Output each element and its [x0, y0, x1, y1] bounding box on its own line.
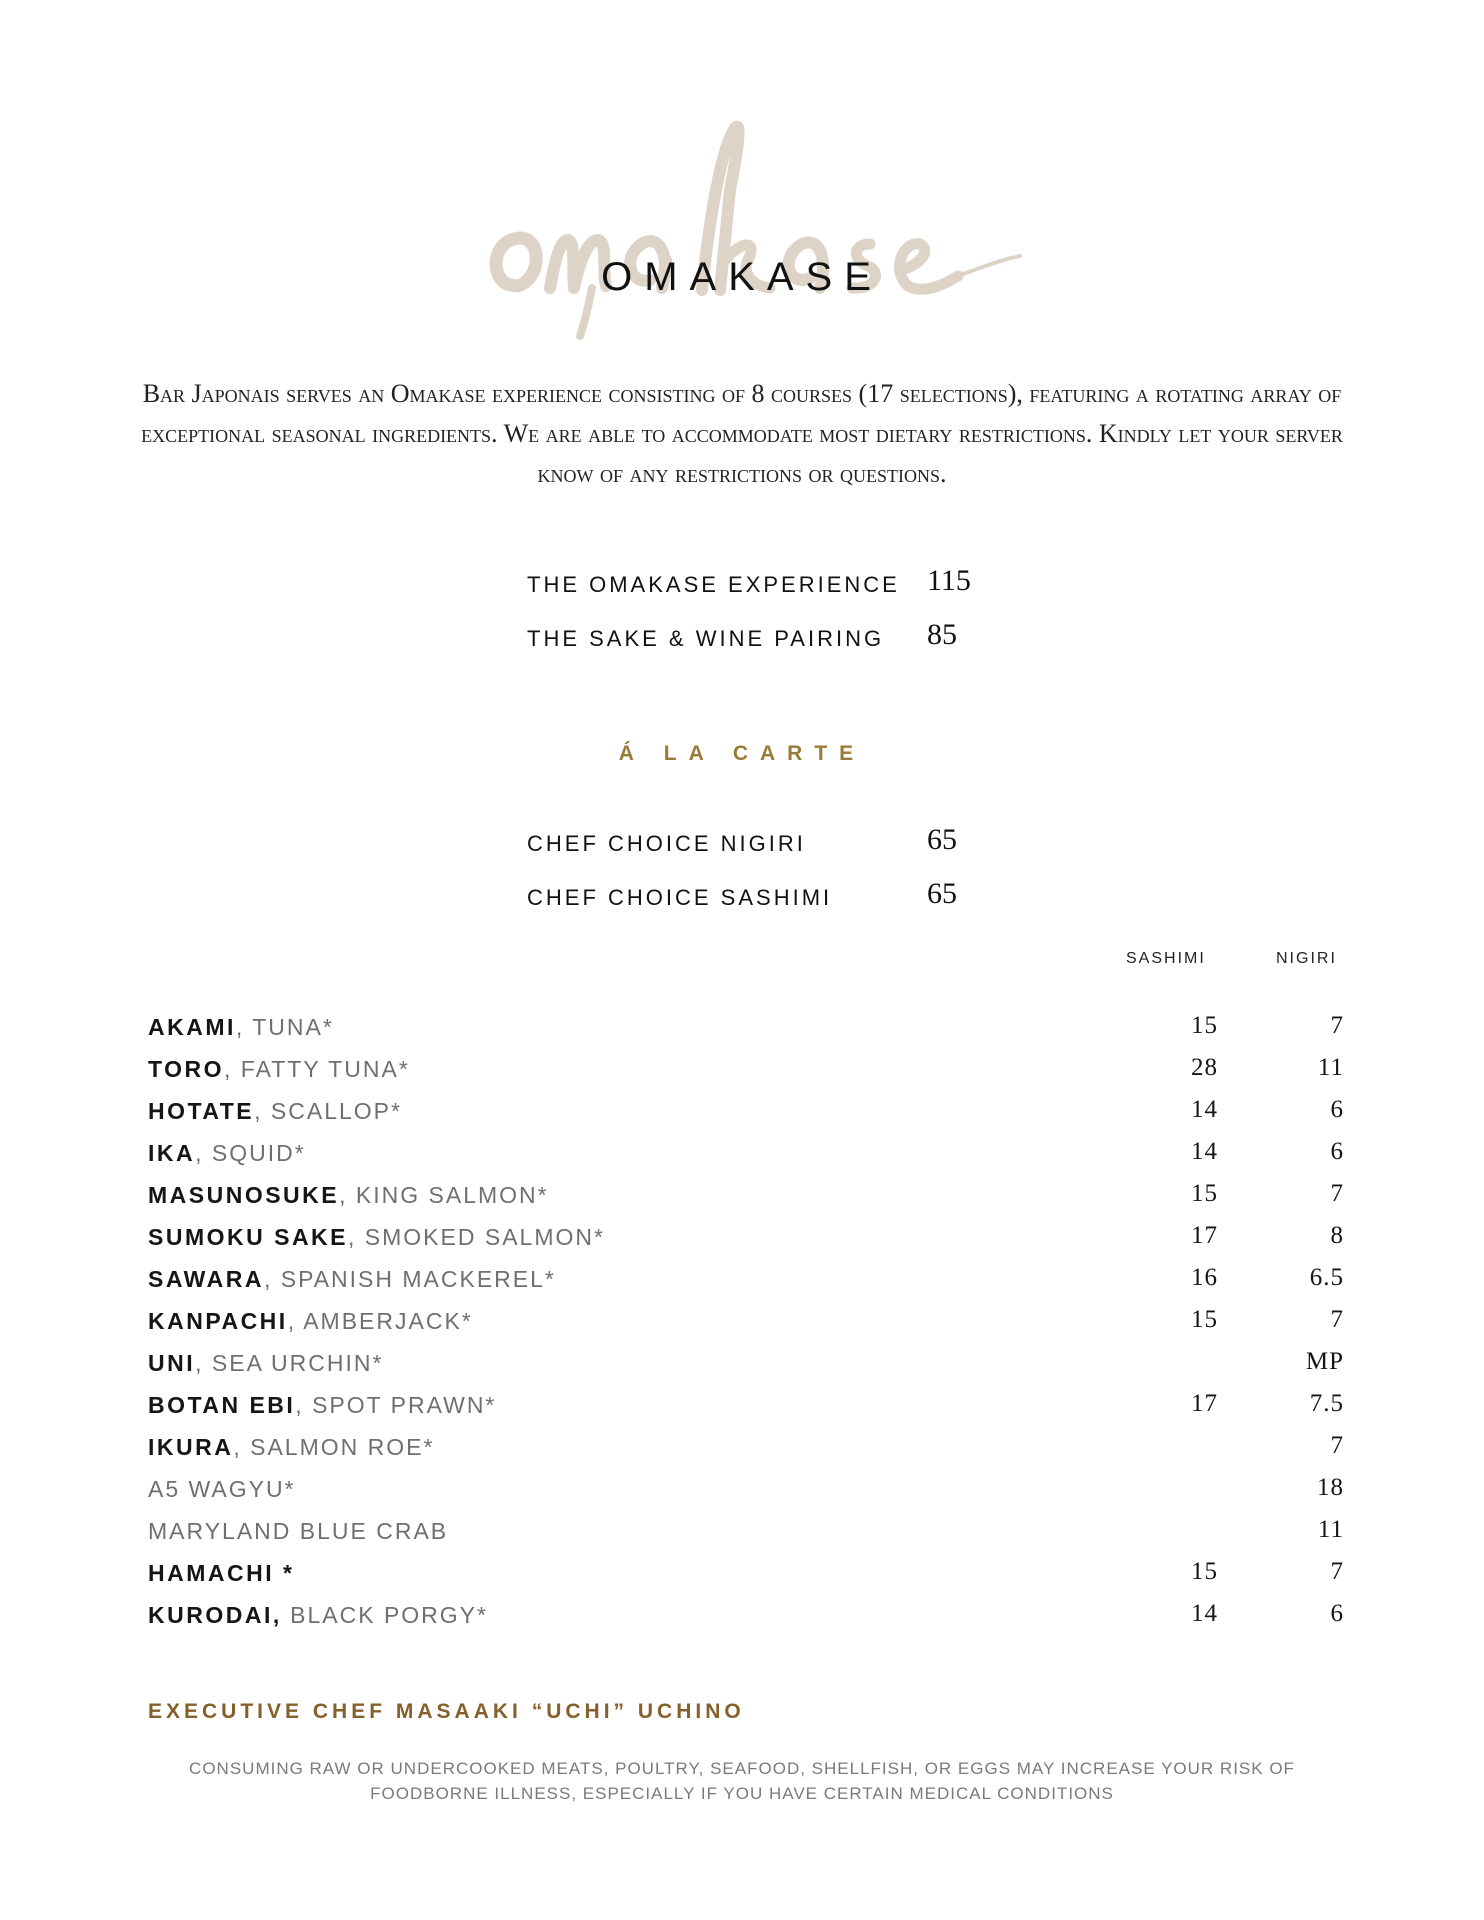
item-japanese-name: HOTATE [148, 1098, 255, 1124]
intro-paragraph: Bar Japonais serves an Omakase experience consisting of 8 courses (17 selections), featuring a rotating array of exceptional seasonal ingredients. We are able to accommodate most dietary restrictions. Kindly let your server know of any restrictions or questions. [141, 379, 1343, 488]
menu-item [148, 1176, 1344, 1218]
column-header-nigiri: NIGIRI [1276, 950, 1337, 967]
column-header-sashimi: SASHIMI [1126, 950, 1206, 967]
item-japanese-name: AKAMI [148, 1014, 236, 1040]
chef-choice-sashimi-price: 65 [927, 877, 957, 910]
item-nigiri-price: 11 [1317, 1054, 1344, 1081]
item-nigiri-price: 6 [1330, 1600, 1344, 1627]
item-english-name: MARYLAND BLUE CRAB [148, 1518, 449, 1544]
item-english-name: , SALMON ROE* [233, 1434, 435, 1460]
item-japanese-name: IKA [148, 1140, 196, 1166]
item-nigiri-price: 7 [1330, 1012, 1344, 1039]
food-safety-disclaimer: CONSUMING RAW OR UNDERCOOKED MEATS, POULTRY, SEAFOOD, SHELLFISH, OR EGGS MAY INCREASE YOUR RISK OF FOODBORNE ILLNESS, ESPECIALLY IF YOU HAVE CERTAIN MEDICAL CONDITIONS [189, 1759, 1295, 1803]
omakase-experience-label: THE OMAKASE EXPERIENCE [527, 572, 900, 597]
item-english-name: , AMBERJACK* [287, 1308, 473, 1334]
item-english-name: , SCALLOP* [254, 1098, 402, 1124]
item-nigiri-price: 7 [1330, 1180, 1344, 1207]
item-nigiri-price: 7 [1330, 1558, 1344, 1585]
item-japanese-name: MASUNOSUKE [148, 1182, 340, 1208]
sake-wine-pairing-row [527, 618, 1047, 658]
chef-choice-sashimi-row [527, 877, 1047, 917]
page-title: OMAKASE [601, 255, 883, 299]
item-nigiri-price: 6 [1330, 1096, 1344, 1123]
item-sashimi-price: 15 [1191, 1012, 1218, 1039]
omakase-experience-price: 115 [927, 564, 971, 597]
menu-item [148, 1428, 1344, 1470]
menu-item [148, 1344, 1344, 1386]
chef-choice-nigiri-price: 65 [927, 823, 957, 856]
item-english-name: , SMOKED SALMON* [348, 1224, 605, 1250]
item-japanese-name: TORO [148, 1056, 225, 1082]
item-sashimi-price: 15 [1191, 1306, 1218, 1333]
item-sashimi-price: 28 [1191, 1054, 1218, 1081]
item-english-name: , SPOT PRAWN* [295, 1392, 497, 1418]
item-sashimi-price: 17 [1191, 1390, 1218, 1417]
item-nigiri-price: 6.5 [1309, 1264, 1344, 1291]
item-japanese-name: IKURA [148, 1434, 234, 1460]
item-nigiri-price: 7.5 [1309, 1390, 1344, 1417]
item-sashimi-price: 15 [1191, 1558, 1218, 1585]
menu-item [148, 1386, 1344, 1428]
item-nigiri-price: 6 [1330, 1138, 1344, 1165]
sake-wine-pairing-label: THE SAKE & WINE PAIRING [527, 626, 885, 651]
item-english-name: , SPANISH MACKEREL* [263, 1266, 556, 1292]
menu-item [148, 1008, 1344, 1050]
item-japanese-name: SAWARA [148, 1266, 264, 1292]
item-sashimi-price: 14 [1191, 1600, 1218, 1627]
item-english-name: , SEA URCHIN* [195, 1350, 384, 1376]
item-sashimi-price: 17 [1191, 1222, 1218, 1249]
sake-wine-pairing-price: 85 [927, 618, 957, 651]
menu-item [148, 1470, 1344, 1512]
item-nigiri-price: MP [1305, 1348, 1344, 1375]
item-english-name: , KING SALMON* [339, 1182, 549, 1208]
item-english-name: , TUNA* [235, 1014, 334, 1040]
chef-choice-nigiri-row [527, 823, 1047, 863]
menu-item [148, 1050, 1344, 1092]
chef-choice-sashimi-label: CHEF CHOICE SASHIMI [527, 885, 833, 910]
menu-item [148, 1134, 1344, 1176]
menu-item [148, 1260, 1344, 1302]
menu-item [148, 1596, 1344, 1638]
item-nigiri-price: 7 [1330, 1306, 1344, 1333]
item-nigiri-price: 11 [1317, 1516, 1344, 1543]
menu-item [148, 1554, 1344, 1596]
omakase-experience-row [527, 564, 1047, 604]
item-sashimi-price: 14 [1191, 1138, 1218, 1165]
item-japanese-name: HAMACHI * [148, 1560, 295, 1586]
menu-item [148, 1512, 1344, 1554]
item-japanese-name: BOTAN EBI [148, 1392, 296, 1418]
menu-item [148, 1092, 1344, 1134]
item-english-name: , SQUID* [195, 1140, 306, 1166]
item-sashimi-price: 14 [1191, 1096, 1218, 1123]
item-nigiri-price: 8 [1330, 1222, 1344, 1249]
chef-choice-nigiri-label: CHEF CHOICE NIGIRI [527, 831, 806, 856]
item-japanese-name: KURODAI, [148, 1602, 282, 1628]
omakase-script-watermark [480, 110, 1040, 340]
item-english-name: A5 WAGYU* [148, 1476, 296, 1502]
item-english-name: , FATTY TUNA* [224, 1056, 410, 1082]
a-la-carte-heading: Á LA CARTE [618, 742, 866, 765]
executive-chef-credit: EXECUTIVE CHEF MASAAKI “UCHI” UCHINO [148, 1700, 745, 1723]
item-nigiri-price: 7 [1330, 1432, 1344, 1459]
item-japanese-name: SUMOKU SAKE [148, 1224, 349, 1250]
menu-item-list [148, 1008, 1344, 1638]
item-japanese-name: UNI [148, 1350, 196, 1376]
item-japanese-name: KANPACHI [148, 1308, 288, 1334]
item-sashimi-price: 16 [1191, 1264, 1218, 1291]
item-nigiri-price: 18 [1317, 1474, 1344, 1501]
menu-item [148, 1302, 1344, 1344]
item-sashimi-price: 15 [1191, 1180, 1218, 1207]
menu-item [148, 1218, 1344, 1260]
item-english-name: BLACK PORGY* [281, 1602, 488, 1628]
